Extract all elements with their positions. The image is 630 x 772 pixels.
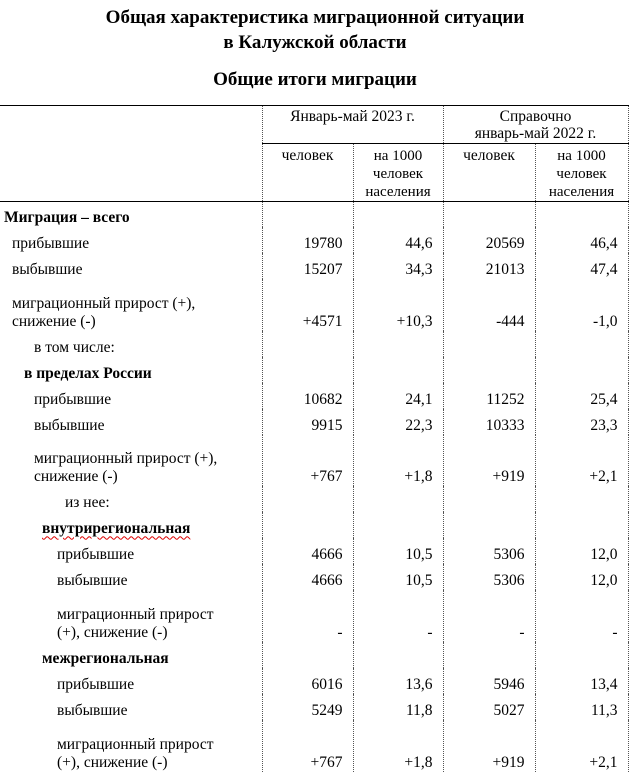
- table-row: [0, 538, 628, 564]
- per1000-line2: человек: [556, 166, 607, 182]
- row-label-including: в том числе:: [0, 331, 262, 357]
- header-period-2022: [443, 106, 628, 144]
- cell-value: -: [262, 590, 353, 642]
- migration-table: [0, 105, 629, 772]
- per1000-line2: человек: [372, 166, 424, 182]
- header-row-periods: [0, 106, 628, 144]
- header-row-units: [0, 144, 628, 202]
- header-blank-cell-2: [0, 144, 262, 202]
- row-label: прибывшие: [0, 227, 262, 253]
- row-label-line2: (+), снижение (-): [57, 753, 168, 771]
- cell-value: 12,0: [535, 564, 628, 590]
- cell-value: 10,5: [353, 564, 443, 590]
- cell-value: 22,3: [353, 409, 443, 435]
- row-label-line1: миграционный прирост: [57, 735, 214, 753]
- table-row: [0, 590, 628, 642]
- header-period-2022-line1: Справочно: [499, 108, 572, 125]
- cell-value: +767: [262, 720, 353, 772]
- cell-value: 11252: [443, 383, 535, 409]
- cell-value: +10,3: [353, 279, 443, 331]
- cell-value: 13,4: [535, 668, 628, 694]
- cell-value: -: [535, 590, 628, 642]
- row-label: выбывшие: [0, 409, 262, 435]
- row-label-intraregional: [0, 512, 262, 538]
- row-label: [0, 590, 262, 642]
- row-label-total: Миграция – всего: [0, 202, 262, 227]
- table-row: [0, 720, 628, 772]
- section-subtitle: Общие итоги миграции: [213, 69, 417, 90]
- cell-value: +919: [443, 720, 535, 772]
- cell-value: 10682: [262, 383, 353, 409]
- cell-value: 11,3: [535, 694, 628, 720]
- table-row: [0, 357, 628, 383]
- cell-value: 10,5: [353, 538, 443, 564]
- table-row: [0, 668, 628, 694]
- cell-value: 47,4: [535, 253, 628, 279]
- row-label-line2: (+), снижение (-): [57, 623, 168, 641]
- table-row: [0, 694, 628, 720]
- per1000-line1: на 1000: [373, 148, 423, 164]
- cell-value: +767: [262, 435, 353, 486]
- cell-value: -1,0: [535, 279, 628, 331]
- table-row: [0, 279, 628, 331]
- cell-value: 34,3: [353, 253, 443, 279]
- row-label-interregional: межрегиональная: [0, 642, 262, 668]
- row-label: прибывшие: [0, 538, 262, 564]
- cell-value: 5946: [443, 668, 535, 694]
- row-label: выбывшие: [0, 253, 262, 279]
- cell-value: 15207: [262, 253, 353, 279]
- cell-value: 11,8: [353, 694, 443, 720]
- row-label-russia: в пределах России: [0, 357, 262, 383]
- row-label: выбывшие: [0, 694, 262, 720]
- table-row: [0, 253, 628, 279]
- cell-value: 10333: [443, 409, 535, 435]
- row-label-of-which: из нее:: [0, 486, 262, 512]
- header-blank-cell: [0, 106, 262, 144]
- row-label: [0, 435, 262, 486]
- cell-value: 21013: [443, 253, 535, 279]
- cell-value: +2,1: [535, 435, 628, 486]
- cell-value: -: [443, 590, 535, 642]
- page-title-line-2: в Калужской области: [223, 32, 407, 53]
- row-label-line1: миграционный прирост (+),: [12, 294, 196, 312]
- cell-value: 4666: [262, 538, 353, 564]
- row-label: [0, 279, 262, 331]
- cell-value: 13,6: [353, 668, 443, 694]
- row-label-line2: снижение (-): [12, 312, 96, 330]
- cell-value: +1,8: [353, 720, 443, 772]
- table-row: [0, 486, 628, 512]
- table-row: [0, 202, 628, 227]
- row-label-line1: миграционный прирост (+),: [34, 449, 218, 467]
- cell-value: 5249: [262, 694, 353, 720]
- table-row: [0, 227, 628, 253]
- header-period-2022-line2: январь-май 2022 г.: [474, 125, 597, 142]
- row-label: [0, 720, 262, 772]
- cell-value: 19780: [262, 227, 353, 253]
- table-row: [0, 331, 628, 357]
- cell-value: 20569: [443, 227, 535, 253]
- header-per1000-2022: [535, 144, 628, 202]
- cell-value: 5027: [443, 694, 535, 720]
- table-row: [0, 512, 628, 538]
- cell-value: 46,4: [535, 227, 628, 253]
- table-row: [0, 383, 628, 409]
- table-row: [0, 642, 628, 668]
- per1000-line3: населения: [365, 184, 431, 200]
- per1000-line1: на 1000: [557, 148, 606, 164]
- cell-value: -444: [443, 279, 535, 331]
- intraregional-text: внутрирегиональная: [42, 519, 191, 537]
- cell-value: 9915: [262, 409, 353, 435]
- header-period-2023: Январь-май 2023 г.: [262, 106, 443, 144]
- table-row: [0, 409, 628, 435]
- cell-value: +2,1: [535, 720, 628, 772]
- table-row: [0, 435, 628, 486]
- cell-value: 12,0: [535, 538, 628, 564]
- cell-value: 5306: [443, 538, 535, 564]
- row-label-line1: миграционный прирост: [57, 605, 214, 623]
- cell-value: 6016: [262, 668, 353, 694]
- cell-value: 24,1: [353, 383, 443, 409]
- page-title-line-1: Общая характеристика миграционной ситуации: [105, 7, 525, 28]
- cell-value: +1,8: [353, 435, 443, 486]
- cell-value: 25,4: [535, 383, 628, 409]
- per1000-line3: населения: [548, 184, 615, 200]
- header-persons-2022: человек: [443, 144, 535, 202]
- cell-value: 4666: [262, 564, 353, 590]
- row-label: выбывшие: [0, 564, 262, 590]
- cell-value: +4571: [262, 279, 353, 331]
- cell-value: -: [353, 590, 443, 642]
- row-label-line2: снижение (-): [34, 467, 118, 485]
- row-label: прибывшие: [0, 668, 262, 694]
- cell-value: 23,3: [535, 409, 628, 435]
- cell-value: +919: [443, 435, 535, 486]
- cell-value: 5306: [443, 564, 535, 590]
- row-label: прибывшие: [0, 383, 262, 409]
- header-per1000-2023: [353, 144, 443, 202]
- header-persons-2023: человек: [262, 144, 353, 202]
- table-row: [0, 564, 628, 590]
- cell-value: 44,6: [353, 227, 443, 253]
